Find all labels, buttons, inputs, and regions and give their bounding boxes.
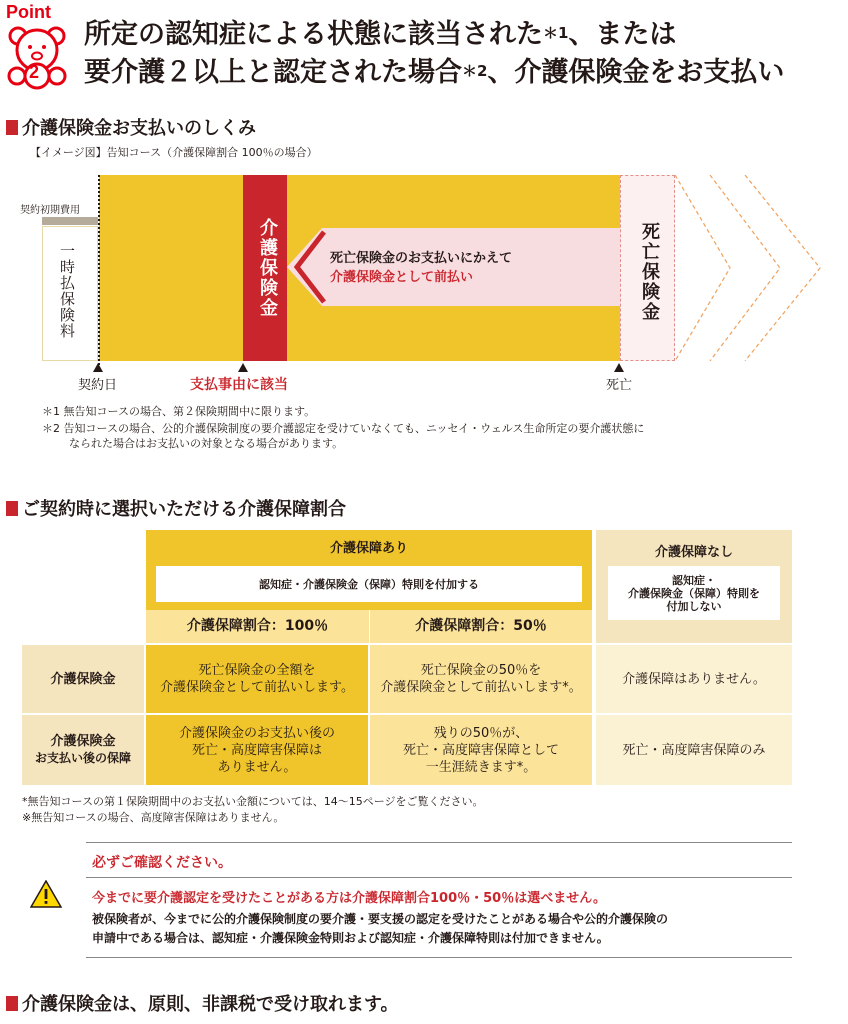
event-tick-icon [238,363,248,372]
point-number: 2 [29,62,40,82]
table-note-2: ※無告知コースの場合、高度障害保障はありません。 [22,811,285,824]
cell-after-payment-100: 介護保険金のお支払い後の 死亡・高度障害保障は ありません。 [146,715,368,785]
death-tick-icon [614,363,624,372]
advance-text-1: 死亡保険金のお支払いにかえて [330,251,513,266]
continuation-chevrons [670,175,830,361]
initial-cost-bar [42,217,98,225]
section-title-care-ratio: ご契約時に選択いただける介護保障割合 [6,495,346,521]
ratio-100-header: 介護保障割合：100％ [146,610,370,643]
contract-date-label: 契約日 [78,378,118,393]
notice-warning: 今までに要介護認定を受けたことがある方は介護保障割合100％・50％は選べません。 [92,891,607,906]
point-label: Point [6,2,51,22]
cell-care-benefit-none: 介護保障はありません。 [596,645,792,713]
row-head-care-benefit: 介護保険金 [22,645,144,713]
footnote-1: ＊1 無告知コースの場合、第２保険期間中に限ります。 [42,405,316,418]
page-headline [84,16,784,92]
without-care-rider-box: 認知症・ 介護保険金（保障）特則を 付加しない [608,566,780,620]
table-note-1: *無告知コースの第１保険期間中のお支払い金額については、14〜15ページをご覧ください。 [22,795,484,808]
footnote-2b: なられた場合はお支払いの対象となる場合があります。 [69,437,344,450]
death-label: 死亡 [606,378,633,393]
premium-label: 一時払保険料 [58,243,76,339]
section-marker [6,996,18,1011]
notice-title: 必ずご確認ください。 [92,855,232,871]
ratio-50-header: 介護保障割合：50％ [370,610,592,643]
notice-divider-top [86,842,792,843]
warning-icon [30,880,62,908]
diagram-caption: 【イメージ図】告知コース（介護保障割合 100％の場合） [30,146,318,159]
notice-body: 被保険者が、今までに公的介護保険制度の要介護・要支援の認定を受けたことがある場合や公的介護保険の 申請中である場合は、認知症・介護保険金特則および認知症・介護保障特則は付加できません。 [92,912,669,945]
death-benefit-label: 死亡保険金 [639,222,660,322]
with-care-rider-box: 認知症・介護保険金（保障）特則を付加する [156,566,582,602]
cell-after-payment-50: 残りの50％が、 死亡・高度障害保障として 一生涯続きます*。 [370,715,592,785]
without-care-title: 介護保障なし [654,545,733,560]
headline-line-2: 要介護２以上と認定された場合$^{*2}$、介護保険金をお支払い [84,57,785,88]
notice-divider-bottom [86,957,792,958]
footnote-2a: ＊2 告知コースの場合、公的介護保険制度の要介護認定を受けていなくても、ニッセイ・ウェルス生命所定の要介護状態に [42,422,645,435]
advance-text-2: 介護保険金として前払い [330,270,474,285]
cell-care-benefit-50: 死亡保険金の50％を 介護保険金として前払いします*。 [370,645,592,713]
notice-divider-mid [86,877,792,878]
care-benefit-label: 介護保険金 [257,218,278,318]
payment-event-label: 支払事由に該当 [190,377,288,393]
cell-care-benefit-100: 死亡保険金の全額を 介護保険金として前払いします。 [146,645,368,713]
row-head-after-payment: 介護保険金 お支払い後の保障 [22,715,144,785]
with-care-title: 介護保障あり [329,541,408,556]
section-title-tax-free: 介護保険金は、原則、非課税で受け取れます。 [6,990,399,1016]
cell-after-payment-none: 死亡・高度障害保障のみ [596,715,792,785]
initial-cost-label: 契約初期費用 [20,205,80,216]
section-marker [6,501,18,516]
section-marker [6,120,18,135]
contract-line [98,175,100,365]
section-title-payment-mechanism: 介護保険金お支払いのしくみ [6,114,256,140]
headline-line-1: 所定の認知症による状態に該当された$^{*1}$、または [84,19,677,50]
contract-tick-icon [93,363,103,372]
